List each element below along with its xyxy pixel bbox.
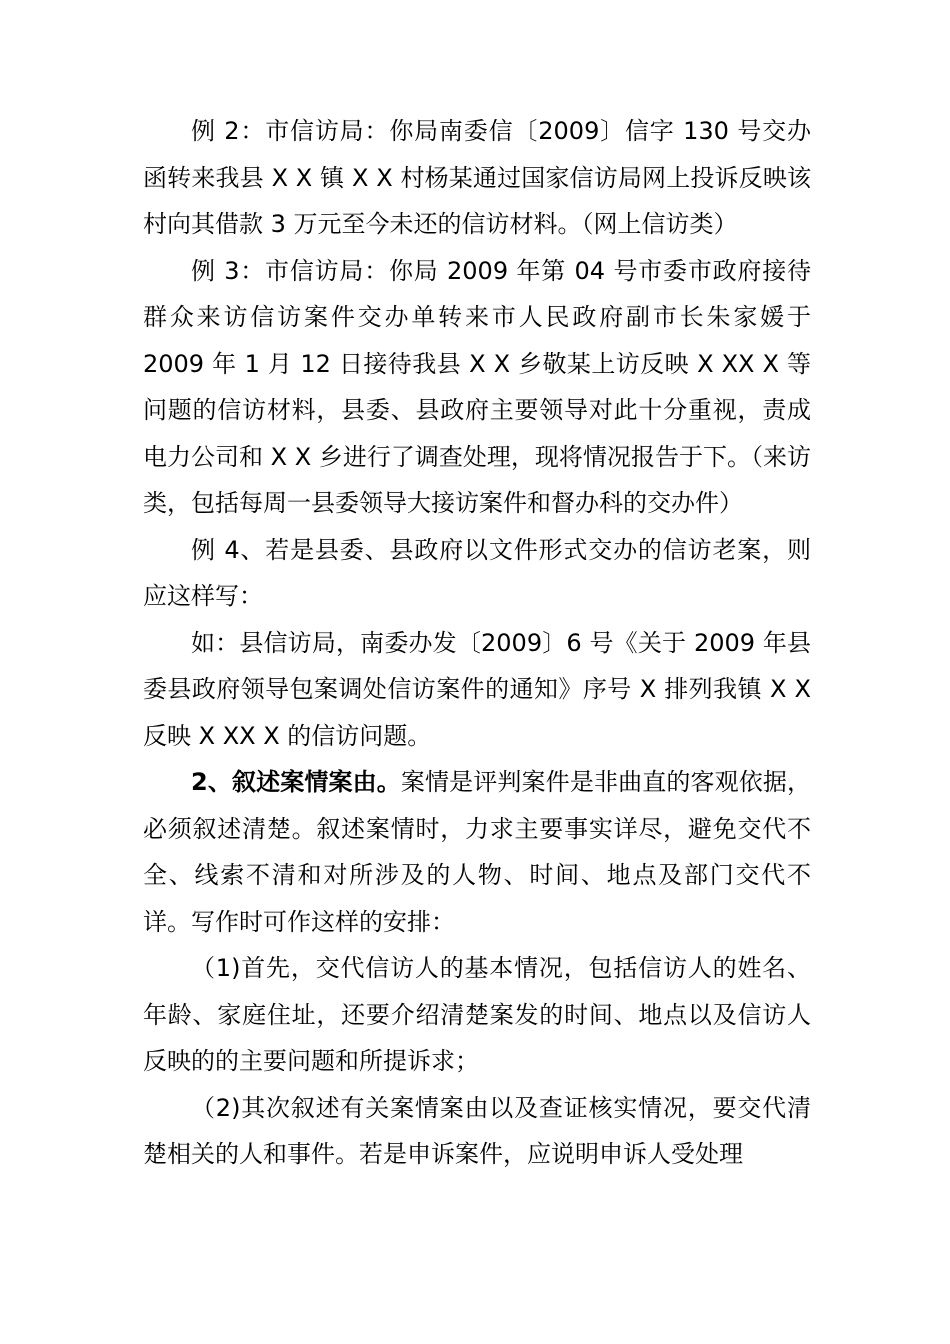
paragraph-item-2: （2)其次叙述有关案情案由以及查证核实情况，要交代清楚相关的人和事件。若是申诉案件，应说明申诉人受处理 [143,1093,811,1168]
section-2-heading: 2、叙述案情案由。 [191,768,401,796]
paragraph-example-4-sample: 如：县信访局，南委办发〔2009〕6 号《关于 2009 年县委县政府领导包案调处信访案件的通知》序号 X 排列我镇 X X 反映 X XX X 的信访问题。 [143,628,811,750]
section-2-body: 案情是评判案件是非曲直的客观依据，必须叙述清楚。叙述案情时，力求主要事实详尽，避免交代不全、线索不清和对所涉及的人物、时间、地点及部门交代不详。写作时可作这样的安排： [143,768,811,936]
paragraph-item-1: （1)首先，交代信访人的基本情况，包括信访人的姓名、年龄、家庭住址，还要介绍清楚案发的时间、地点以及信访人反映的的主要问题和所提诉求； [143,954,811,1075]
paragraph-section-2 [143,759,811,945]
paragraph-example-4: 例 4、若是县委、县政府以文件形式交办的信访老案，则应这样写： [143,535,811,610]
document-body [143,108,811,1178]
paragraph-example-3: 例 3：市信访局：你局 2009 年第 04 号市委市政府接待群众来访信访案件交办单转来市人民政府副市长朱家媛于 2009 年 1 月 12 日接待我县 X X 乡敬某上访反映 X XX X 等问题的信访材料，县委、县政府主要领导对此十分重视，责成电力公司和 X X 乡进行了调查处理，现将情况报告于下。（来访类，包括每周一县委领导大接访案件和督办科的交办件） [143,256,811,517]
paragraph-example-2: 例 2：市信访局：你局南委信〔2009〕信字 130 号交办函转来我县 X X 镇 X X 村杨某通过国家信访局网上投诉反映该村向其借款 3 万元至今未还的信访材料。（网上信访类） [143,117,811,238]
